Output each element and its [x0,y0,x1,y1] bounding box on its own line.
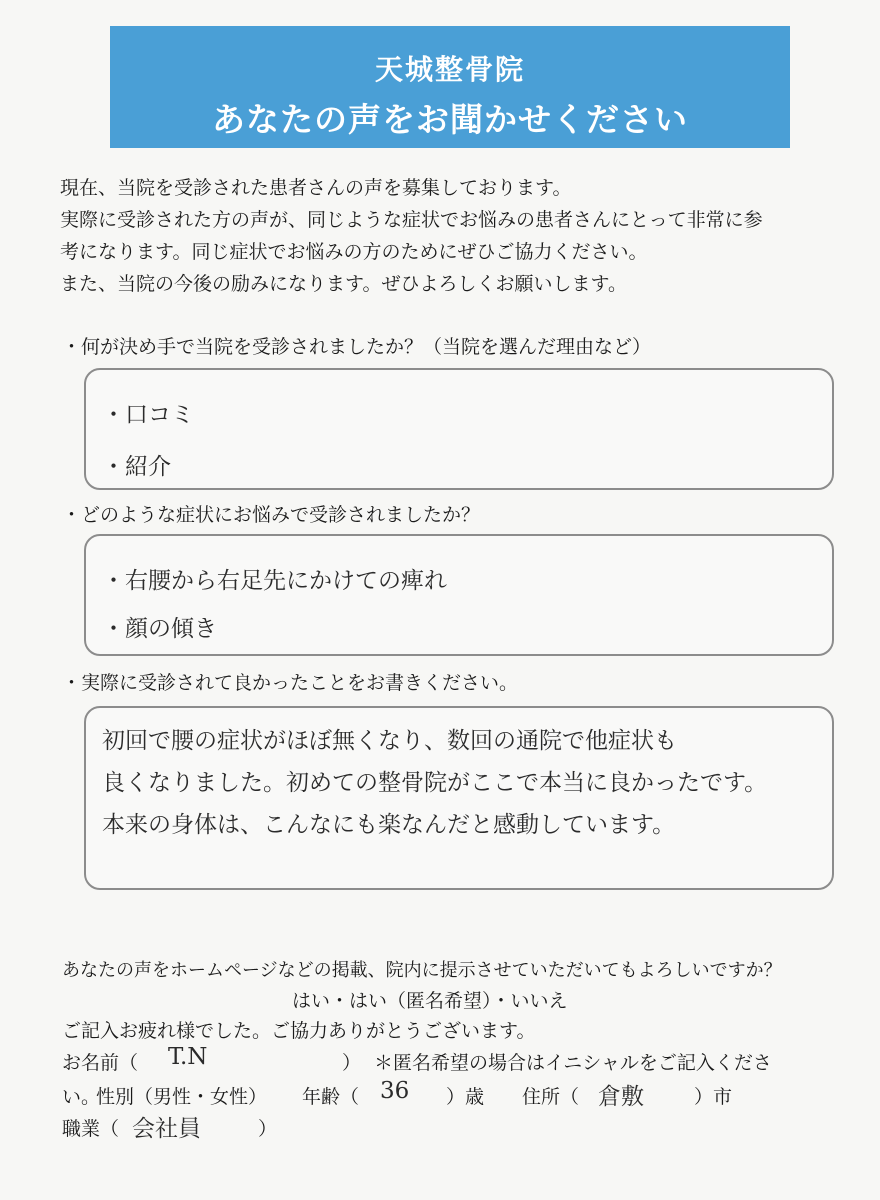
anon-note-cont: い。 [62,1086,101,1108]
consent-options[interactable]: はい・はい（匿名希望）・いいえ [292,990,568,1012]
answer-line: ・右腰から右足先にかけての痺れ [102,568,447,594]
page-title: あなたの声をお聞かせください [212,100,688,139]
intro-line: 現在、当院を受診された患者さんの声を募集しております。 [60,177,572,199]
answer-line: ・顔の傾き [102,616,217,642]
answer-line: ・紹介 [102,454,171,480]
thanks-message: ご記入お疲れ様でした。ご協力ありがとうございます。 [62,1020,536,1042]
question-1-label: ・何が決め手で当院を受診されましたか？（当院を選んだ理由など） [62,336,652,358]
answer-line: 良くなりました。初めての整骨院がここで本当に良かったです。 [102,770,768,796]
intro-line: また、当院の今後の励みになります。ぜひよろしくお願いします。 [60,273,627,295]
age-label: 年齢（ [302,1086,360,1108]
gender-field[interactable]: 性別（男性・女性） [96,1086,268,1108]
address-label: 住所（ [522,1086,580,1108]
address-close: ）市 [694,1086,733,1108]
answer-box-2[interactable] [84,534,834,656]
address-value[interactable]: 倉敷 [598,1084,644,1110]
name-close: ） [342,1052,362,1074]
answer-line: ・口コミ [102,402,194,428]
job-close: ） [258,1118,278,1140]
anon-note: ＊匿名希望の場合はイニシャルをご記入くださ [374,1052,772,1074]
job-value[interactable]: 会社員 [132,1116,201,1142]
age-value[interactable]: 36 [380,1078,410,1104]
answer-line: 本来の身体は、こんなにも楽なんだと感動しています。 [102,812,676,838]
clinic-name: 天城整骨院 [374,53,525,86]
answer-box-1[interactable] [84,368,834,490]
intro-text [60,172,840,300]
name-value[interactable]: T.N [168,1044,208,1070]
intro-line: 実際に受診された方の声が、同じような症状でお悩みの患者さんにとって非常に参 [60,209,763,231]
header-banner [110,26,790,148]
name-label: お名前（ [62,1052,139,1074]
question-3-label: ・実際に受診されて良かったことをお書きください。 [62,672,519,694]
question-2-label: ・どのような症状にお悩みで受診されましたか？ [62,504,481,526]
intro-line: 考になります。同じ症状でお悩みの方のためにぜひご協力ください。 [60,241,648,263]
answer-box-3[interactable] [84,706,834,890]
consent-question: あなたの声をホームページなどの掲載、院内に提示させていただいてもよろしいですか？ [62,960,782,981]
answer-line: 初回で腰の症状がほぼ無くなり、数回の通院で他症状も [102,728,677,754]
job-label: 職業（ [62,1118,120,1140]
age-close: ）歳 [446,1086,485,1108]
